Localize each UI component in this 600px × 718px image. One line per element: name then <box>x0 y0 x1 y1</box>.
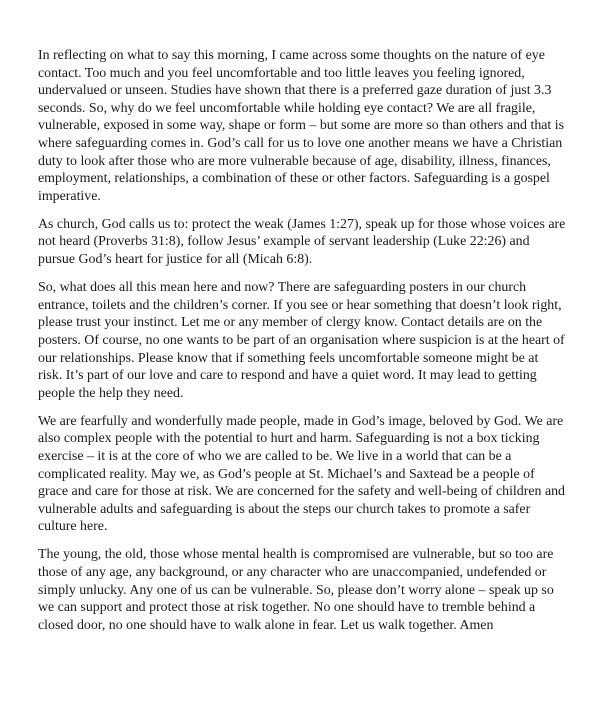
paragraph-wonderfully-made: We are fearfully and wonderfully made people, made in God’s image, beloved by God. We are also complex people with the potential to hurt and harm. Safeguarding is not a box ticking exercise – it is at the core of who we are called to be. We live in a world that can be a complicated reality. May we, as God’s people at St. Michael’s and Saxtead be a people of grace and care for those at risk. We are concerned for the safety and well-being of children and vulnerable adults and safeguarding is about the steps our church takes to promote a safer culture here. <box>38 413 565 535</box>
paragraph-church-calling: As church, God calls us to: protect the weak (James 1:27), speak up for those whose voices are not heard (Proverbs 31:8), follow Jesus’ example of servant leadership (Luke 22:26) and pursue God’s heart for justice for all (Micah 6:8). <box>38 216 566 268</box>
paragraph-here-and-now: So, what does all this mean here and now? There are safeguarding posters in our church entrance, toilets and the children’s corner. If you see or hear something that doesn’t look right, please trust your instinct. Let me or any member of clergy know. Contact details are on the posters. Of course, no one wants to be part of an organisation where suspicion is at the heart of our relationships. Please know that if something feels uncomfortable someone might be at risk. It’s part of our love and care to respond and have a quiet word. It may lead to getting people the help they need. <box>38 280 565 401</box>
paragraph-eye-contact: In reflecting on what to say this morning, I came across some thoughts on the nature of eye contact. Too much and you feel uncomfortable and too little leaves you feeling ignored, undervalued or unseen. Studies have shown that there is a preferred gaze duration of just 3.3 seconds. So, why do we feel uncomfortable while holding eye contact? We are all fragile, vulnerable, exposed in some way, shape or form – but some are more so than others and that is where safeguarding comes in. God’s call for us to love one another means we have a Christian duty to look after those who are more vulnerable because of age, disability, illness, finances, employment, relationships, a combination of these or other factors. Safeguarding is a gospel imperative. <box>38 48 565 204</box>
paragraph-closing: The young, the old, those whose mental health is compromised are vulnerable, but so too are those of any age, any background, or any character who are unaccompanied, undefended or simply unlucky. Any one of us can be vulnerable. So, please don’t worry alone – speak up so we can support and protect those at risk together. No one should have to tremble behind a closed door, no one should have to walk alone in fear. Let us walk together. Amen <box>38 547 554 633</box>
document-body <box>38 47 566 645</box>
